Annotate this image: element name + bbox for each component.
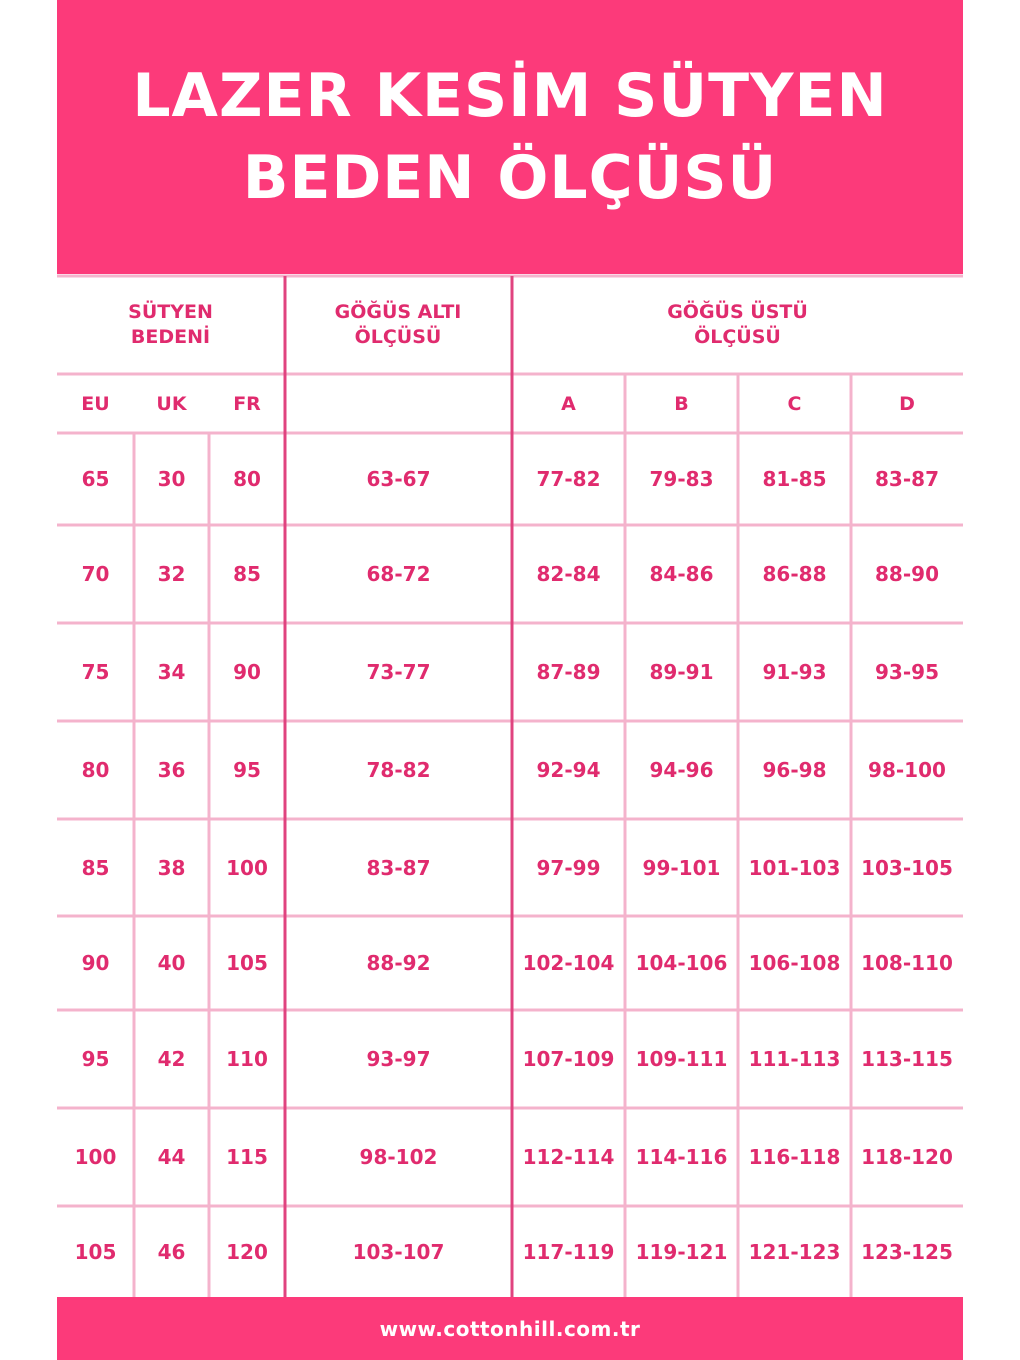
table-cell: 70 — [81, 562, 110, 586]
table-cell: 123-125 — [861, 1239, 953, 1264]
table-cell: 107-109 — [522, 1047, 615, 1071]
table-cell: 117-119 — [522, 1239, 615, 1264]
table-cell: 90 — [81, 951, 110, 975]
table-cell: 30 — [157, 467, 186, 491]
table-cell: 102-104 — [522, 951, 615, 975]
table-cell: 80 — [81, 758, 110, 782]
table-cell: 68-72 — [366, 562, 431, 586]
subheader-cell: C — [787, 392, 802, 415]
table-cell: 89-91 — [649, 660, 714, 684]
table-cell: 79-83 — [649, 467, 714, 491]
table-cell: 103-107 — [352, 1239, 445, 1264]
table-cell: 65 — [81, 467, 110, 491]
table-cell: 105 — [74, 1239, 117, 1264]
table-cell: 99-101 — [642, 855, 721, 880]
table-cell: 63-67 — [366, 467, 431, 491]
table-cell: 97-99 — [536, 855, 601, 880]
table-cell: 44 — [157, 1145, 186, 1169]
table-cell: 111-113 — [748, 1047, 841, 1071]
table-cell: 73-77 — [366, 660, 431, 684]
table-cell: 85 — [81, 855, 110, 880]
table-cell: 92-94 — [536, 758, 601, 782]
table-cell: 103-105 — [861, 855, 953, 880]
table-cell: 101-103 — [748, 855, 841, 880]
table-cell: 83-87 — [366, 855, 431, 880]
page-title-line-1: LAZER KESİM SÜTYEN — [132, 61, 888, 131]
subheader-cell: A — [561, 392, 576, 415]
footer-banner — [57, 1297, 963, 1360]
table-cell: 95 — [81, 1047, 110, 1071]
table-cell: 36 — [157, 758, 186, 782]
header-overbust: GÖĞÜS ÜSTÜ ÖLÇÜSÜ — [667, 301, 808, 348]
table-cell: 94-96 — [649, 758, 714, 782]
table-cell: 84-86 — [649, 562, 714, 586]
table-cell: 96-98 — [762, 758, 827, 782]
page-title-line-2: BEDEN ÖLÇÜSÜ — [242, 143, 778, 213]
table-cell: 95 — [233, 758, 261, 782]
subheader-cell: EU — [81, 392, 110, 415]
subheader-cell — [285, 374, 512, 433]
table-cell: 105 — [226, 951, 268, 975]
table-cell: 100 — [226, 855, 268, 880]
table-cell: 42 — [157, 1047, 186, 1071]
table-cell: 119-121 — [635, 1239, 728, 1264]
table-cell: 120 — [226, 1239, 268, 1264]
table-cell: 78-82 — [366, 758, 431, 782]
table-cell: 81-85 — [762, 467, 827, 491]
table-cell: 104-106 — [635, 951, 728, 975]
table-cell: 98-100 — [868, 758, 946, 782]
table-cell: 80 — [233, 467, 261, 491]
header-bra-size: SÜTYEN BEDENİ — [128, 301, 213, 348]
table-cell: 106-108 — [748, 951, 841, 975]
table-cell: 93-97 — [366, 1047, 431, 1071]
table-cell: 38 — [157, 855, 186, 880]
header-underbust: GÖĞÜS ALTI ÖLÇÜSÜ — [334, 301, 462, 348]
table-cell: 83-87 — [875, 467, 939, 491]
table-cell: 75 — [81, 660, 110, 684]
table-cell: 115 — [226, 1145, 268, 1169]
table-cell: 88-90 — [875, 562, 939, 586]
table-cell: 108-110 — [861, 951, 953, 975]
subheader-cell: UK — [156, 392, 187, 415]
table-cell: 88-92 — [366, 951, 431, 975]
table-cell: 32 — [157, 562, 186, 586]
table-cell: 86-88 — [762, 562, 827, 586]
table-cell: 40 — [157, 951, 186, 975]
table-cell: 93-95 — [875, 660, 939, 684]
table-cell: 116-118 — [748, 1145, 841, 1169]
table-cell: 87-89 — [536, 660, 601, 684]
table-cell: 98-102 — [359, 1145, 438, 1169]
table-cell: 113-115 — [861, 1047, 953, 1071]
subheader-cell: FR — [233, 392, 261, 415]
table-cell: 121-123 — [748, 1239, 841, 1264]
subheader-cell: B — [674, 392, 689, 415]
table-cell: 112-114 — [522, 1145, 615, 1169]
table-cell: 34 — [157, 660, 186, 684]
website-url: www.cottonhill.com.tr — [379, 1316, 641, 1341]
table-cell: 114-116 — [635, 1145, 728, 1169]
table-cell: 85 — [233, 562, 261, 586]
table-cell: 100 — [74, 1145, 117, 1169]
table-cell: 77-82 — [536, 467, 601, 491]
table-cell: 46 — [157, 1239, 186, 1264]
table-cell: 82-84 — [536, 562, 601, 586]
table-cell: 90 — [233, 660, 261, 684]
table-cell: 110 — [226, 1047, 268, 1071]
table-cell: 118-120 — [861, 1145, 953, 1169]
subheader-cell: D — [899, 392, 915, 415]
table-cell: 109-111 — [635, 1047, 728, 1071]
table-cell: 91-93 — [762, 660, 827, 684]
